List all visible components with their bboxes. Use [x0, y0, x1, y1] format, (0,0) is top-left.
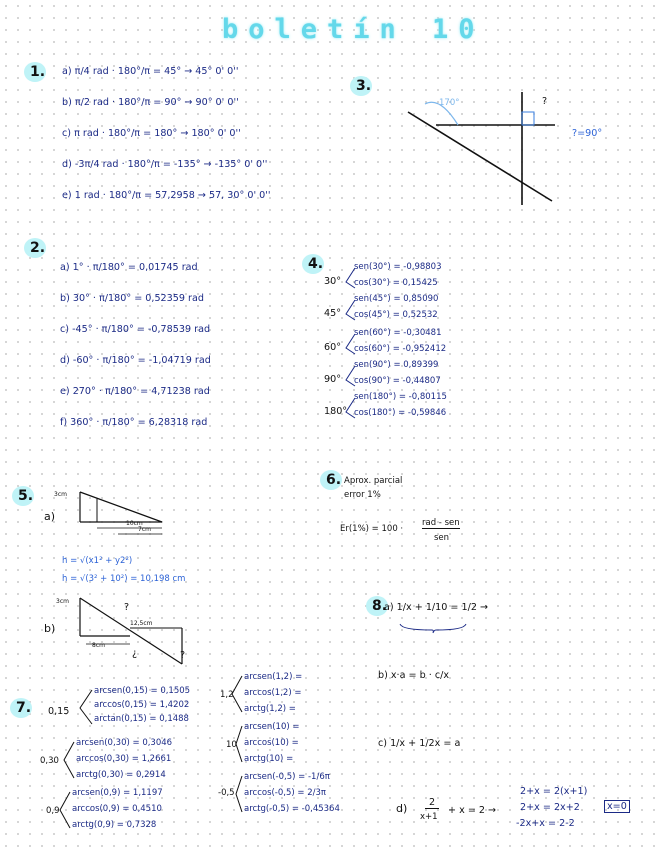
section-8-number: 8. [372, 598, 388, 614]
s5-b-q2: ¿ [132, 648, 138, 659]
s4-sin-30: sen(30°) = -0,98803 [354, 262, 442, 272]
section-2-number: 2. [30, 240, 46, 256]
s8-d-rest: + x = 2 → [448, 805, 497, 816]
s1-item-b: b) π/2 rad · 180°/π = 90° → 90° 0' 0'' [62, 97, 239, 108]
s7-g3-line2: arccos(0,9) = 0,4510 [72, 804, 162, 814]
s5-b-side: 3cm [56, 598, 69, 605]
s5-a-bottom2: 7cm [138, 526, 151, 533]
s1-item-a: a) π/4 rad · 180°/π = 45° → 45° 0' 0'' [62, 66, 239, 77]
s5-b-bottom: 8cm [92, 642, 105, 649]
s4-cos-180: cos(180°) = -0,59846 [354, 408, 447, 418]
s4-deg-180: 180° [324, 406, 348, 417]
s6-formula-den: sen [434, 533, 450, 543]
s7-g4-line3: arctg(1,2) = [244, 704, 296, 714]
s7-g1-line3: arctan(0,15) = 0,1488 [94, 714, 189, 724]
s4-sin-45: sen(45°) = 0,85090 [354, 294, 439, 304]
section-3-number: 3. [356, 78, 372, 94]
s7-g1-line1: arcsen(0,15) = 0,1505 [94, 686, 191, 696]
s5-b-q3: ? [180, 650, 186, 661]
s7-g5-line3: arctg(10) = [244, 754, 294, 764]
section-1-number: 1. [30, 64, 46, 80]
s7-g2-value: 0,30 [40, 756, 59, 766]
s2-item-d: d) -60° · π/180° = -1,04719 rad [60, 355, 211, 366]
s1-item-c: c) π rad · 180°/π = 180° → 180° 0' 0'' [62, 128, 241, 139]
s7-g2-line3: arctg(0,30) = 0,2914 [76, 770, 166, 780]
s8-c: c) 1/x + 1/2x = a [378, 738, 461, 749]
s4-deg-30: 30° [324, 276, 342, 287]
s4-sin-180: sen(180°) = -0,80115 [354, 392, 447, 402]
s8-d-label: d) [396, 802, 408, 815]
s7-g2-line1: arcsen(0,30) = 0,3046 [76, 738, 173, 748]
s7-g4-line2: arccos(1,2) = [244, 688, 302, 698]
page-title: boletín 10 [222, 14, 485, 45]
section-5-number: 5. [18, 488, 34, 504]
s2-item-f: f) 360° · π/180° = 6,28318 rad [60, 417, 208, 428]
s7-g6-value: -0,5 [218, 788, 235, 798]
s6-heading2: error 1% [344, 490, 381, 500]
s6-formula-left: Er(1%) = 100 · [340, 524, 404, 534]
s7-g1-line2: arccos(0,15) = 1,4202 [94, 700, 190, 710]
s3-answer: ?=90° [572, 128, 603, 139]
s6-heading1: Aprox. parcial [344, 476, 403, 486]
s5-h-formula1: h = √(x1² + y2²) [62, 556, 133, 566]
s2-item-c: c) -45° · π/180° = -0,78539 rad [60, 324, 211, 335]
s7-g4-value: 1,2 [220, 690, 234, 700]
s4-cos-60: cos(60°) = -0,952412 [354, 344, 447, 354]
s1-item-e: e) 1 rad · 180°/π = 57,2958 → 57, 30° 0' 0'' [62, 190, 271, 201]
s4-deg-60: 60° [324, 342, 342, 353]
s7-g3-value: 0,9 [46, 806, 60, 816]
s7-g3-line3: arctg(0,9) = 0,7328 [72, 820, 157, 830]
s2-item-b: b) 30° · π/180° = 0,52359 rad [60, 293, 204, 304]
section-6-number: 6. [326, 472, 342, 488]
s7-g5-line2: arccos(10) = [244, 738, 299, 748]
s4-cos-30: cos(30°) = 0,15425 [354, 278, 438, 288]
s5-a-side: 3cm [54, 491, 67, 498]
s8-d-step3: -2x+x = 2-2 [516, 818, 575, 829]
s7-g3-line1: arcsen(0,9) = 1,1197 [72, 788, 163, 798]
s3-question: ? [542, 96, 548, 107]
s7-g6-line3: arctg(-0,5) = -0,45364 [244, 804, 340, 814]
s8-b: b) x·a = b · c/x [378, 670, 450, 681]
s4-deg-90: 90° [324, 374, 342, 385]
s2-item-a: a) 1° · π/180° = 0,01745 rad [60, 262, 198, 273]
s8-a: a) 1/x + 1/10 = 1/2 → [384, 602, 489, 613]
s7-g1-value: 0,15 [48, 706, 70, 717]
s8-d-step2: 2+x = 2x+2 [520, 802, 580, 813]
s8-d-step1: 2+x = 2(x+1) [520, 786, 588, 797]
s7-g4-line1: arcsen(1,2) = [244, 672, 303, 682]
s1-item-d: d) -3π/4 rad · 180°/π = -135° → -135° 0' 0'' [62, 159, 268, 170]
s8-d-answer: x=0 [604, 800, 630, 813]
s7-g5-line1: arcsen(10) = [244, 722, 300, 732]
s4-cos-90: cos(90°) = -0,44807 [354, 376, 441, 386]
s2-item-e: e) 270° · π/180° = 4,71238 rad [60, 386, 210, 397]
s5-b-label: b) [44, 622, 56, 635]
s5-b-q1: ? [124, 602, 130, 613]
s3-angle-label: 170° [439, 98, 460, 108]
s5-b-top: 12,5cm [130, 620, 153, 627]
s7-g6-line2: arccos(-0,5) = 2/3π [244, 788, 327, 798]
section-7-number: 7. [16, 700, 32, 716]
s7-g2-line2: arccos(0,30) = 1,2661 [76, 754, 172, 764]
s4-sin-60: sen(60°) = -0,30481 [354, 328, 442, 338]
s6-formula-num: rad - sen [422, 518, 460, 528]
s4-cos-45: cos(45°) = 0,52532 [354, 310, 438, 320]
s4-sin-90: sen(90°) = 0,89399 [354, 360, 439, 370]
section-4-number: 4. [308, 256, 324, 272]
s7-g5-value: 10 [226, 740, 237, 750]
s4-deg-45: 45° [324, 308, 342, 319]
s5-h-formula2: h = √(3² + 10²) = 10,198 cm [62, 574, 186, 584]
s7-g6-line1: arcsen(-0,5) = -1/6π [244, 772, 330, 782]
s5-a-label: a) [44, 510, 56, 523]
s8-d-frac-den: x+1 [420, 812, 438, 822]
s5-a-bottom1: 10cm [126, 520, 143, 527]
s8-d-frac-num: 2 [425, 797, 439, 809]
